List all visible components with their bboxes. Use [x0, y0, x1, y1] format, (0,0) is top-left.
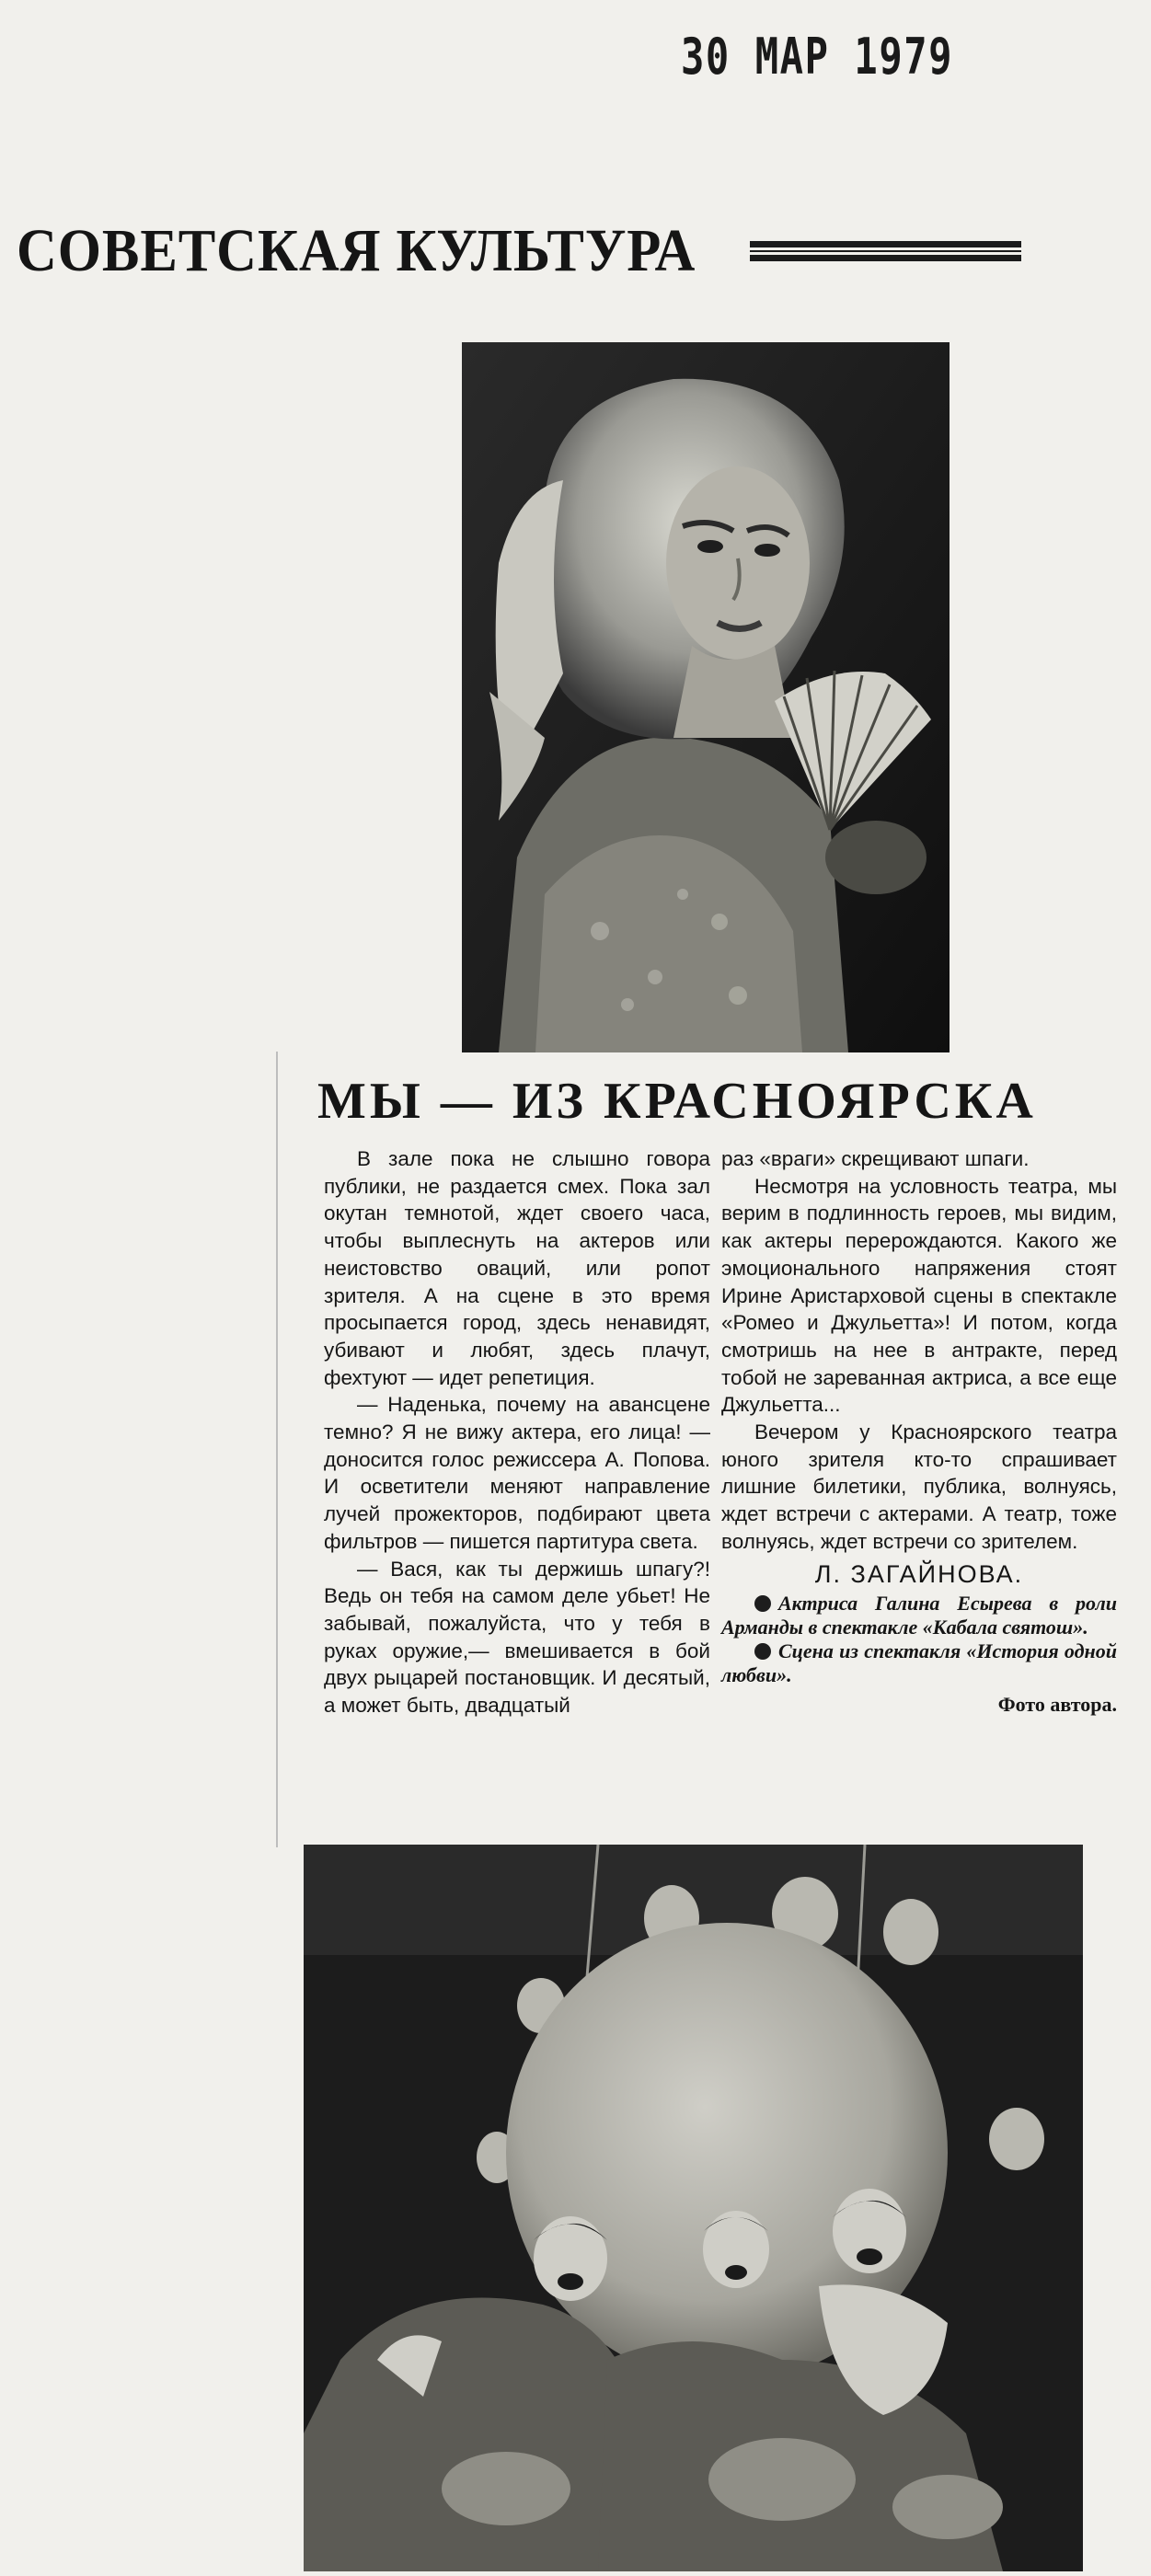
caption-text: Актриса Галина Есырева в роли Арманды в спектакле «Кабала святош». — [721, 1592, 1117, 1639]
photo-caption — [721, 1592, 1117, 1639]
article-paragraph: Несмотря на условность театра, мы верим в подлинность героев, мы видим, как актеры перерождаются. Какого же эмоционального напряжения стоят Ирине Аристарховой сцены в спектакле «Ромео и Джульетта»! И потом, когда смотришь на нее в антракте, перед тобой не зареванная актриса, а все еще Джульетта... — [721, 1174, 1117, 1417]
article-paragraph: раз «враги» скрещивают шпаги. — [721, 1147, 1030, 1170]
date-stamp: 30 МАР 1979 — [681, 28, 954, 86]
article-paragraph: — Наденька, почему на авансцене темно? Я не вижу актера, его лица! — доносится голос режиссера А. Попова. И осветители меняют направление лучей прожекторов, подбирают цвета фильтров — пишется партитура света. — [324, 1393, 710, 1553]
bullet-icon — [754, 1643, 771, 1660]
article-column-right — [721, 1145, 1117, 1719]
bullet-icon — [754, 1595, 771, 1612]
photo-credit: Фото автора. — [997, 1693, 1117, 1717]
stage-scene-photo — [304, 1845, 1083, 2571]
article-headline: МЫ — ИЗ КРАСНОЯРСКА — [317, 1073, 1037, 1130]
article-paragraph: Вечером у Красноярского театра юного зрителя кто-то спрашивает лишние билетики, публика, волнуясь, ждет встречи с актерами. А театр, тоже волнуясь, ждет встречи со зрителем. — [721, 1420, 1117, 1553]
photo-caption — [721, 1639, 1117, 1687]
actress-portrait-photo — [462, 342, 950, 1052]
article-column-left — [324, 1145, 710, 1719]
newspaper-masthead: СОВЕТСКАЯ КУЛЬТУРА — [17, 217, 696, 284]
article-paragraph: В зале пока не слышно говора публики, не раздается смех. Пока зал окутан темнотой, ждет своего часа, чтобы выплеснуть на актеров или неистовство оваций, или ропот зрителя. А на сцене в это время просыпается город, здесь ненавидят, убивают и любят, здесь плачут, фехтуют — идет репетиция. — [324, 1147, 710, 1389]
caption-text: Сцена из спектакля «История одной любви». — [721, 1639, 1117, 1687]
article-paragraph: — Вася, как ты держишь шпагу?! Ведь он тебя на самом деле убьет! Не забывай, пожалуйста, что у тебя в руках оружие,— вмешивается в бой двух рыцарей постановщик. И десятый, а может быть, двадцатый — [324, 1557, 710, 1718]
masthead-rule — [750, 241, 1021, 261]
author-byline: Л. ЗАГАЙНОВА. — [814, 1559, 1024, 1588]
